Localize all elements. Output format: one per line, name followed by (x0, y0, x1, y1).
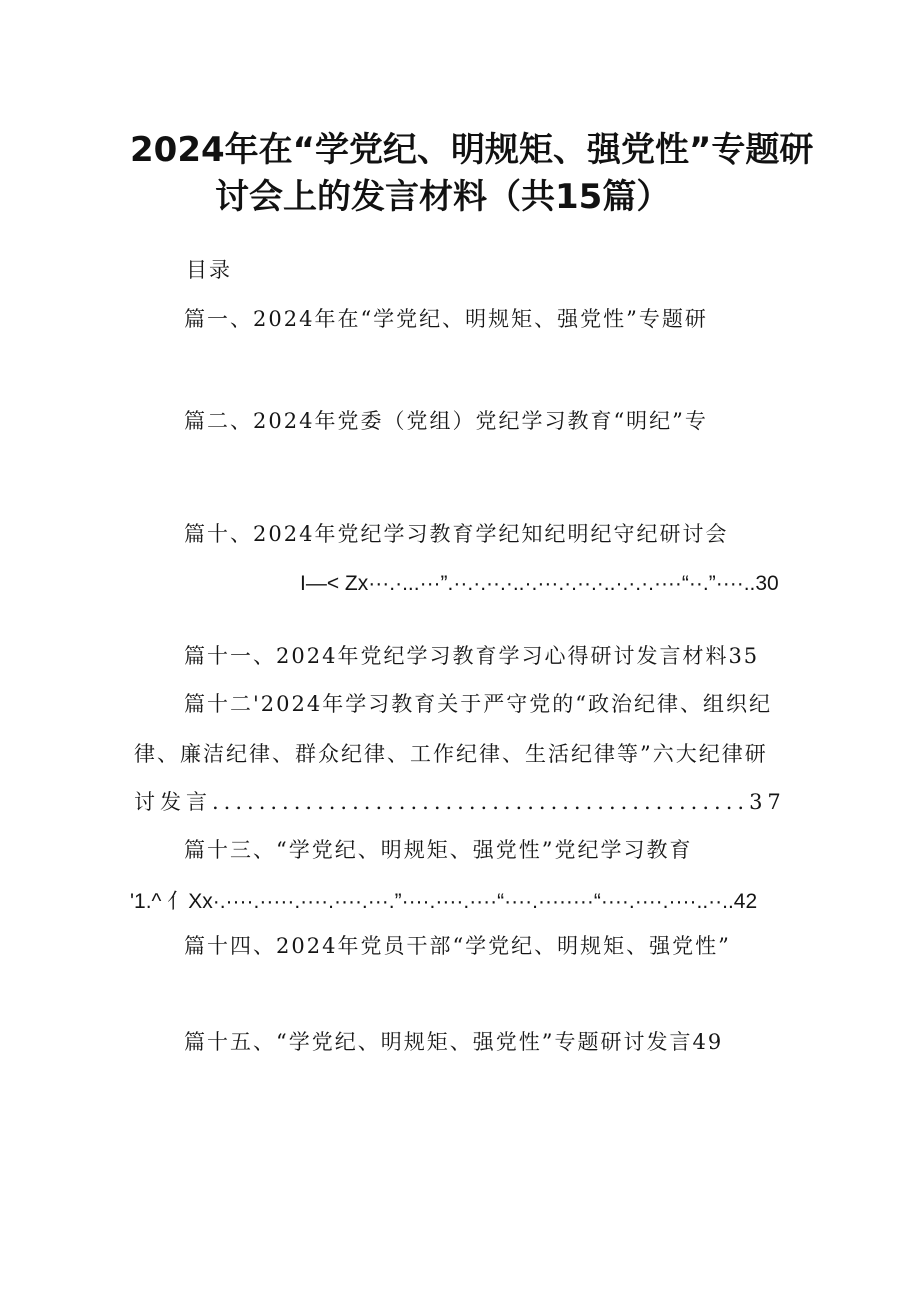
toc-label: 目录 (186, 258, 232, 282)
toc-entry: 篇十二'2024年学习教育关于严守党的“政治纪律、组织纪 (184, 692, 772, 716)
document-title-line-1: 2024年在“学党纪、明规矩、强党性”专题研 (130, 130, 814, 170)
toc-entry-garbled-leader: '1.^ 亻Xx·.····.·····.····.····.···.”····.····.····“····.········“····.····.····..··..42 (130, 890, 758, 913)
toc-entry: 篇二、2024年党委（党组）党纪学习教育“明纪”专 (184, 409, 708, 433)
toc-entry: 篇十一、2024年党纪学习教育学习心得研讨发言材料35 (184, 644, 760, 668)
toc-entry: 篇十五、“学党纪、明规矩、强党性”专题研讨发言49 (184, 1030, 724, 1054)
document-title-line-2: 讨会上的发言材料（共15篇） (215, 177, 671, 217)
toc-entry: 篇十、2024年党纪学习教育学纪知纪明纪守纪研讨会 (184, 522, 729, 546)
toc-entry-garbled-leader: I—< Zx···.·...···”.··.·.··.·..·.···.·.··.·..·.·.·.····“··.”····..30 (300, 572, 779, 595)
toc-entry-continuation: 律、廉洁纪律、群众纪律、工作纪律、生活纪律等”六大纪律研 (134, 742, 768, 766)
toc-entry-continuation: 讨发言..............................................37 (134, 790, 786, 814)
toc-entry: 篇一、2024年在“学党纪、明规矩、强党性”专题研 (184, 307, 708, 331)
toc-entry: 篇十三、“学党纪、明规矩、强党性”党纪学习教育 (184, 838, 693, 862)
toc-entry: 篇十四、2024年党员干部“学党纪、明规矩、强党性” (184, 934, 731, 958)
